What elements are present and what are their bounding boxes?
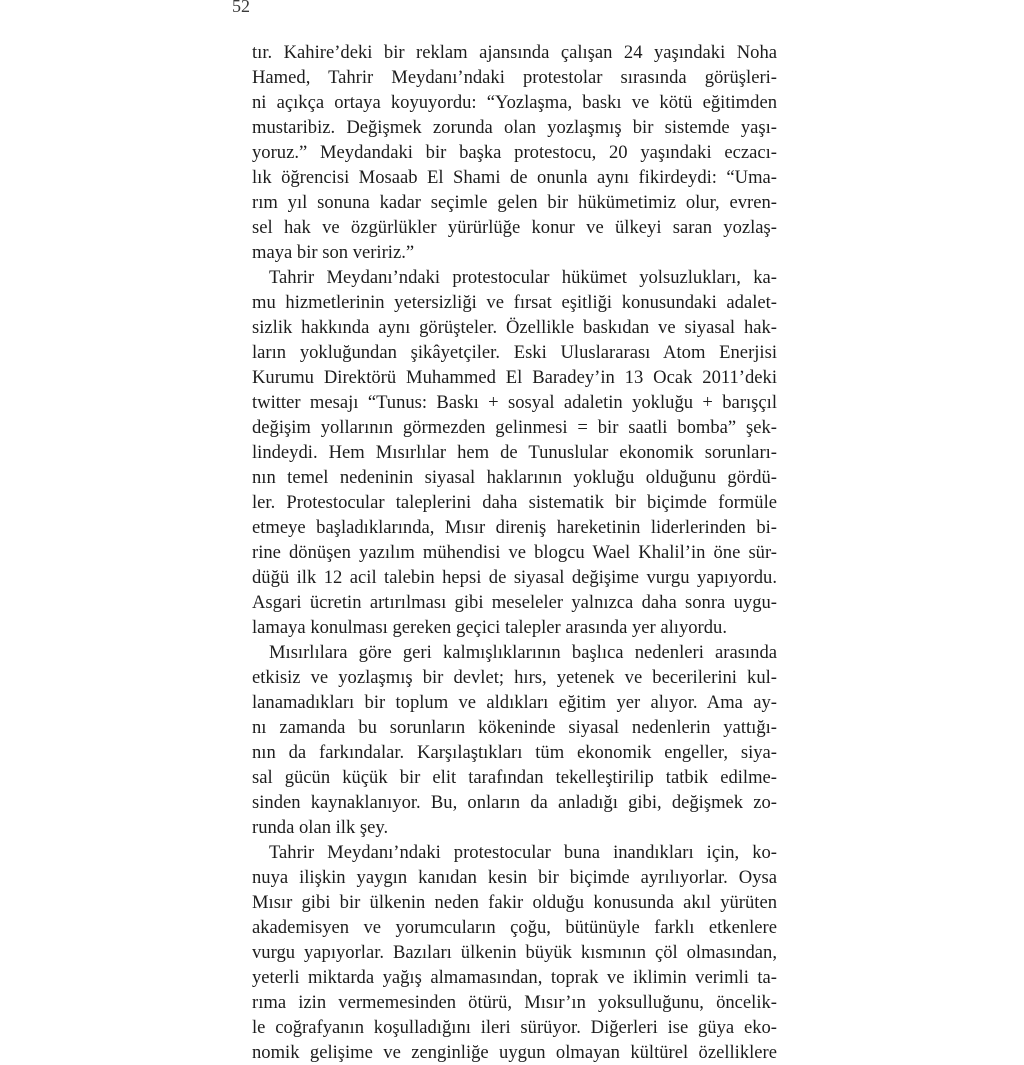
text-line: sinden kaynaklanıyor. Bu, onların da anladığı gibi, değişmek zo- <box>252 792 777 813</box>
text-line: Tahrir Meydanı’ndaki protestocular buna inandıkları için, ko- <box>269 842 777 863</box>
text-line: Mısır gibi bir ülkenin neden fakir olduğu konusunda akıl yürüten <box>252 892 777 913</box>
paragraph <box>252 40 777 265</box>
text-line: ni açıkça ortaya koyuyordu: “Yozlaşma, baskı ve kötü eğitimden <box>252 92 777 113</box>
text-line: tır. Kahire’deki bir reklam ajansında çalışan 24 yaşındaki Noha <box>252 42 777 63</box>
text-line: maya bir son veririz.” <box>252 242 415 263</box>
paragraph <box>252 640 777 840</box>
page-number: 52 <box>232 0 250 16</box>
text-line: lanamadıkları bir toplum ve aldıkları eğitim yer alıyor. Ama ay- <box>252 692 777 713</box>
text-line: sizlik hakkında aynı görüşteler. Özellikle baskıdan ve siyasal hak- <box>252 317 777 338</box>
text-line: ların yokluğundan şikâyetçiler. Eski Uluslararası Atom Enerjisi <box>252 342 777 363</box>
body-text <box>252 40 777 1065</box>
text-line: nomik gelişime ve zenginliğe uygun olmayan kültürel özelliklere <box>252 1042 777 1063</box>
text-line: nın temel nedeninin siyasal haklarının yokluğu olduğunu gördü- <box>252 467 777 488</box>
text-line: lindeydi. Hem Mısırlılar hem de Tunuslular ekonomik sorunları- <box>252 442 777 463</box>
text-line: yeterli miktarda yağış almamasından, toprak ve iklimin verimli ta- <box>252 967 777 988</box>
text-line: etmeye başladıklarında, Mısır direniş hareketinin liderlerinden bi- <box>252 517 777 538</box>
text-line: lamaya konulması gereken geçici talepler arasında yer alıyordu. <box>252 617 727 638</box>
text-line: rıma izin vermemesinden ötürü, Mısır’ın yoksulluğunu, öncelik- <box>252 992 777 1013</box>
text-line: rım yıl sonuna kadar seçimle gelen bir hükümetimiz olur, evren- <box>252 192 777 213</box>
text-line: mustaribiz. Değişmek zorunda olan yozlaşmış bir sistemde yaşı- <box>252 117 777 138</box>
text-line: nın da farkındalar. Karşılaştıkları tüm ekonomik engeller, siya- <box>252 742 777 763</box>
text-line: Mısırlılara göre geri kalmışlıklarının başlıca nedenleri arasında <box>269 642 777 663</box>
text-line: Kurumu Direktörü Muhammed El Baradey’in 13 Ocak 2011’deki <box>252 367 777 388</box>
text-line: Tahrir Meydanı’ndaki protestocular hükümet yolsuzlukları, ka- <box>269 267 777 288</box>
text-line: yoruz.” Meydandaki bir başka protestocu, 20 yaşındaki eczacı- <box>252 142 777 163</box>
text-line: runda olan ilk şey. <box>252 817 389 838</box>
paragraph <box>252 840 777 1065</box>
text-line: etkisiz ve yozlaşmış bir devlet; hırs, yetenek ve becerilerini kul- <box>252 667 777 688</box>
text-line: akademisyen ve yorumcuların çoğu, bütünüyle farklı etkenlere <box>252 917 777 938</box>
text-line: Asgari ücretin artırılması gibi meseleler yalnızca daha sonra uygu- <box>252 592 777 613</box>
text-line: sal gücün küçük bir elit tarafından tekelleştirilip tatbik edilme- <box>252 767 777 788</box>
text-line: rine dönüşen yazılım mühendisi ve blogcu Wael Khalil’in öne sür- <box>252 542 777 563</box>
text-line: düğü ilk 12 acil talebin hepsi de siyasal değişime vurgu yapıyordu. <box>252 567 777 588</box>
text-line: değişim yollarının görmezden gelinmesi = bir saatli bomba” şek- <box>252 417 777 438</box>
text-line: vurgu yapıyorlar. Bazıları ülkenin büyük kısmının çöl olmasından, <box>252 942 777 963</box>
text-line: ler. Protestocular taleplerini daha sistematik bir biçimde formüle <box>252 492 777 513</box>
text-line: sel hak ve özgürlükler yürürlüğe konur ve ülkeyi saran yozlaş- <box>252 217 777 238</box>
text-line: twitter mesajı “Tunus: Baskı + sosyal adaletin yokluğu + barışçıl <box>252 392 777 413</box>
text-line: le coğrafyanın koşulladığını ileri sürüyor. Diğerleri ise güya eko- <box>252 1017 777 1038</box>
text-line: lık öğrencisi Mosaab El Shami de onunla aynı fikirdeydi: “Uma- <box>252 167 777 188</box>
text-line: mu hizmetlerinin yetersizliği ve fırsat eşitliği konusundaki adalet- <box>252 292 777 313</box>
paragraph <box>252 265 777 640</box>
text-line: Hamed, Tahrir Meydanı’ndaki protestolar sırasında görüşleri- <box>252 67 777 88</box>
text-line: nı zamanda bu sorunların kökeninde siyasal nedenlerin yattığı- <box>252 717 777 738</box>
text-line: nuya ilişkin yaygın kanıdan kesin bir biçimde ayrılıyorlar. Oysa <box>252 867 777 888</box>
